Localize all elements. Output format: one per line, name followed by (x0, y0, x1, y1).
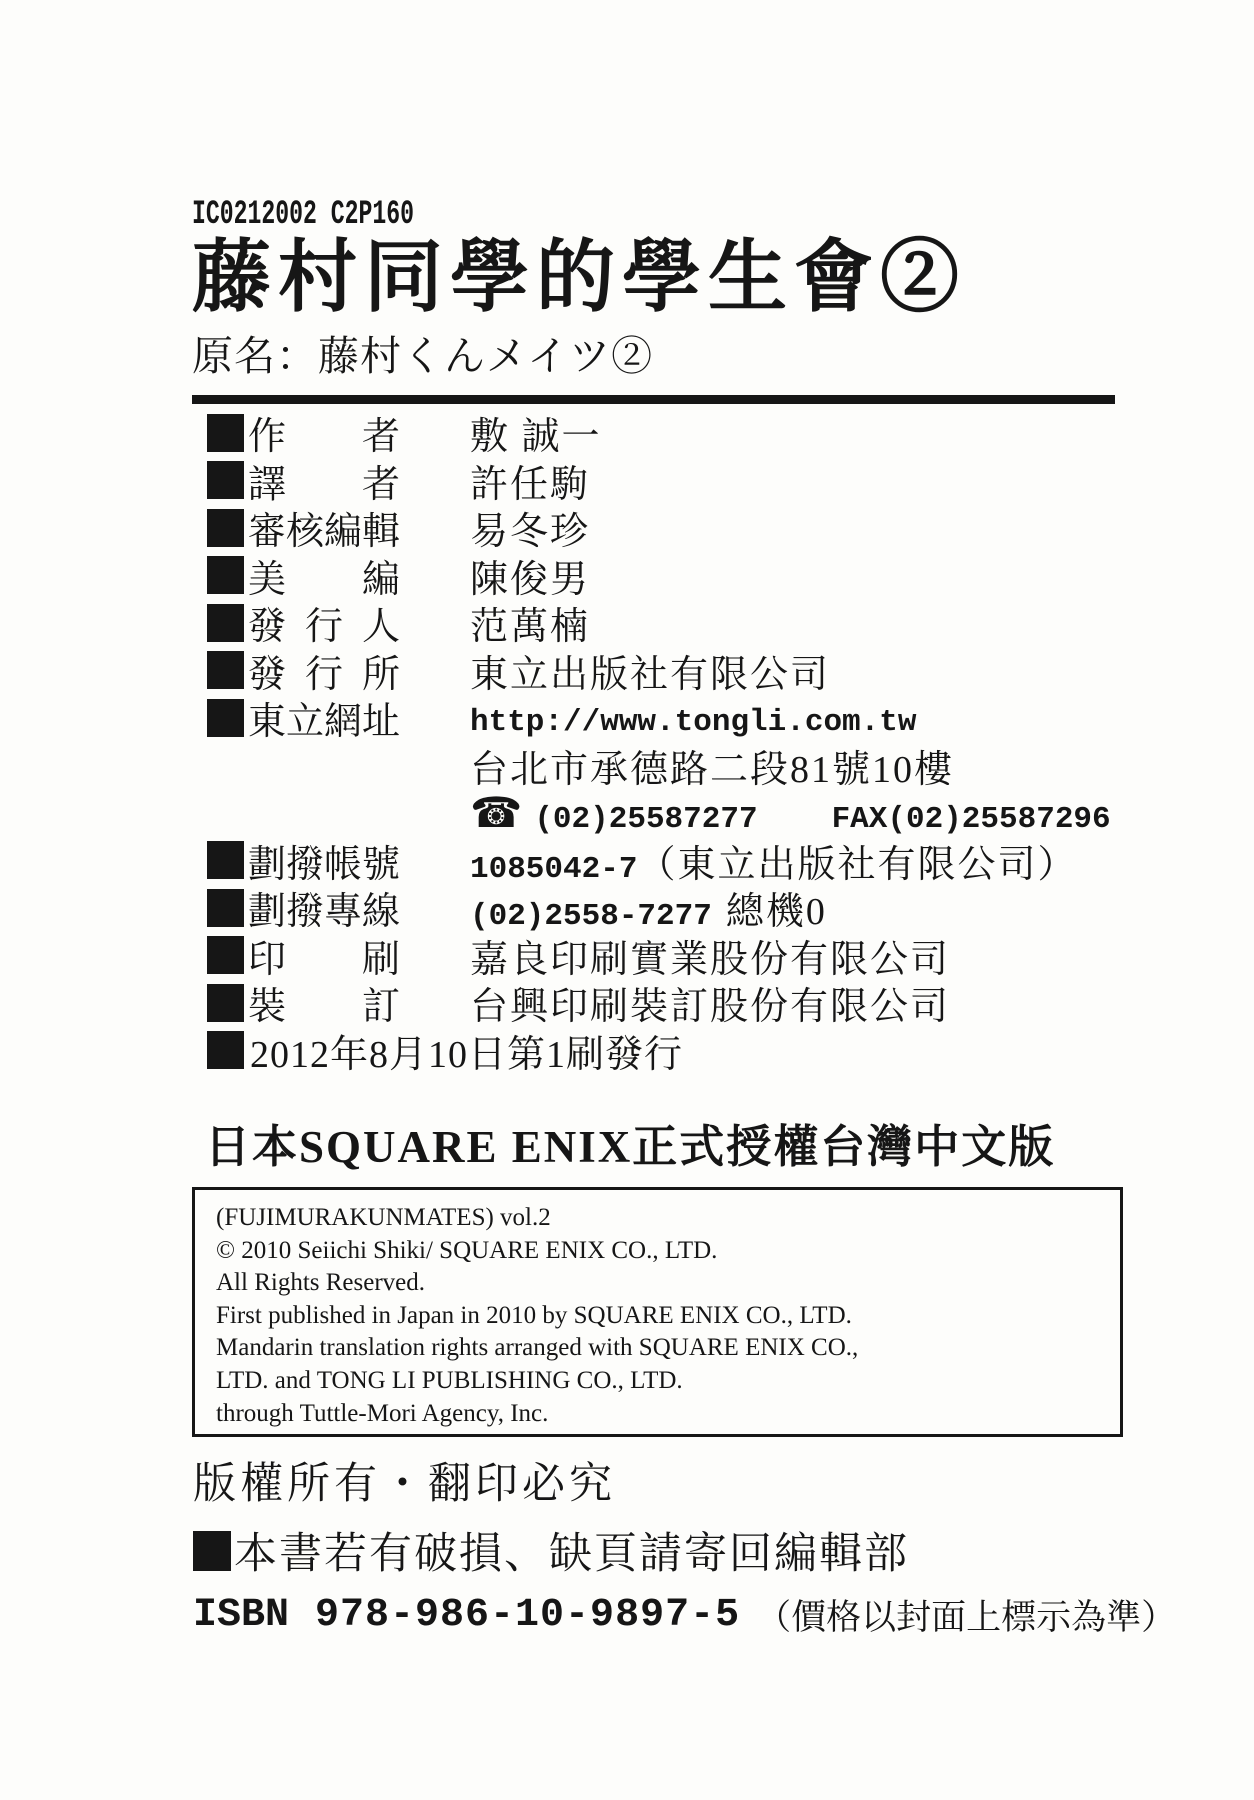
postal-line-extension: 總機0 (725, 891, 827, 934)
credit-label: 作者 (248, 416, 400, 459)
copyright-line: Mandarin translation rights arranged with SQUARE ENIX CO., (216, 1334, 859, 1362)
credit-label: 劃撥專線 (248, 891, 401, 934)
bullet-square-icon (207, 936, 244, 974)
credit-row-binding (207, 979, 1111, 1027)
credit-row-postal-account (207, 837, 1111, 885)
credit-value: 范萬楠 (470, 606, 591, 649)
credit-label: 印刷 (248, 938, 400, 981)
credit-row-review-editor (207, 504, 1111, 552)
credit-value: 台興印刷裝訂股份有限公司 (470, 986, 951, 1029)
copyright-line: LTD. and TONG LI PUBLISHING CO., LTD. (216, 1366, 683, 1394)
credit-label: 美編 (248, 558, 400, 601)
bullet-square-icon (207, 509, 244, 547)
copyright-line: © 2010 Seiichi Shiki/ SQUARE ENIX CO., LTD. (216, 1236, 718, 1264)
credit-label: 裝訂 (248, 986, 400, 1029)
website-url: http://www.tongli.com.tw (470, 704, 917, 740)
isbn-line (193, 1590, 1176, 1640)
license-statement: 日本SQUARE ENIX正式授權台灣中文版 (205, 1122, 1056, 1172)
credit-row-printer (207, 932, 1111, 980)
credit-label: 劃撥帳號 (248, 843, 401, 886)
credits-list (207, 409, 1111, 1074)
title-divider-rule (192, 395, 1115, 404)
copyright-line: First published in Japan in 2010 by SQUARE ENIX CO., LTD. (216, 1301, 852, 1329)
damage-notice-text: 本書若有破損、缺頁請寄回編輯部 (234, 1531, 909, 1578)
credit-label: 審核編輯 (248, 511, 401, 554)
copyright-line: through Tuttle-Mori Agency, Inc. (216, 1399, 549, 1427)
bullet-square-icon (207, 1031, 244, 1069)
credit-row-author (207, 409, 1111, 457)
bullet-square-icon (207, 841, 244, 879)
isbn-label: ISBN (193, 1592, 290, 1638)
original-title: 原名：藤村くんメイツ② (192, 333, 654, 380)
credit-value: 敷 誠一 (470, 416, 602, 459)
credit-row-publishing-house (207, 647, 1111, 695)
credit-value: 陳俊男 (470, 558, 591, 601)
bullet-square-icon (207, 889, 244, 927)
bullet-square-icon (207, 651, 244, 689)
bullet-square-icon (193, 1531, 231, 1571)
postal-account-holder: （東立出版社有限公司） (637, 843, 1078, 886)
header-block (192, 196, 1115, 404)
publisher-address: 台北市承德路二段81號10樓 (470, 748, 955, 791)
credit-row-art-editor (207, 552, 1111, 600)
credit-row-publisher (207, 599, 1111, 647)
bullet-square-icon (207, 699, 244, 737)
bullet-square-icon (207, 604, 244, 642)
credit-row-edition-date (207, 1027, 1111, 1075)
bullet-square-icon (207, 984, 244, 1022)
phone-number: (02)25587277 (534, 801, 758, 837)
credit-row-phone-fax (207, 789, 1111, 837)
book-title: 藤村同學的學生會② (192, 235, 966, 322)
bullet-square-icon (207, 556, 244, 594)
postal-line-number: (02)2558-7277 (470, 899, 712, 935)
credit-value: 易冬珍 (470, 511, 591, 554)
bullet-square-icon (207, 461, 244, 499)
postal-account-number: 1085042-7 (470, 851, 638, 887)
rights-reserved-line: 版權所有・翻印必究 (193, 1461, 616, 1508)
credit-label: 譯者 (248, 463, 400, 506)
copyright-line: All Rights Reserved. (216, 1269, 426, 1297)
credit-row-translator (207, 457, 1111, 505)
price-note: （價格以封面上標示為準） (756, 1598, 1177, 1637)
fax-number: FAX(02)25587296 (831, 801, 1111, 837)
credit-value: 嘉良印刷實業股份有限公司 (470, 938, 951, 981)
credit-label: 發行人 (248, 606, 400, 649)
footer-block (193, 1450, 1176, 1640)
credit-label: 東立網址 (248, 701, 401, 744)
credit-row-website (207, 694, 1111, 742)
damage-notice-line (193, 1520, 1176, 1581)
phone-icon: ☎ (470, 790, 525, 837)
credit-value: 許任駒 (470, 463, 591, 506)
credit-row-address (207, 742, 1111, 790)
print-code: IC0212002 C2P160 (192, 196, 414, 234)
bullet-square-icon (207, 414, 244, 452)
credit-value: 東立出版社有限公司 (470, 653, 831, 696)
credit-row-postal-line (207, 884, 1111, 935)
copyright-line: (FUJIMURAKUNMATES) vol.2 (216, 1204, 551, 1231)
copyright-box (192, 1187, 1123, 1437)
isbn-number: 978-986-10-9897-5 (315, 1592, 741, 1638)
edition-date: 2012年8月10日第1刷發行 (250, 1033, 684, 1076)
credit-label: 發行所 (248, 653, 400, 696)
